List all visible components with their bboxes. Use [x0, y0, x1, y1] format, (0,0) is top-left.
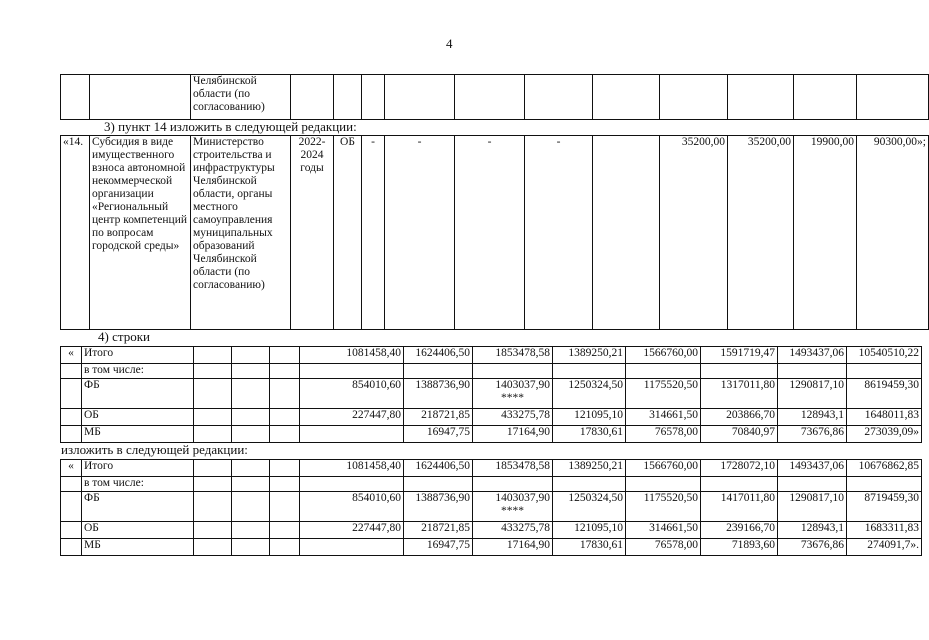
item14-dash: -: [385, 136, 455, 330]
table-old-rows: [60, 346, 922, 443]
item14-name: Субсидия в виде имущественного взноса автономной некоммерческой организации «Региональный центр компетенций по вопросам городской среды»: [90, 136, 191, 330]
footnote-mark: ****: [501, 505, 524, 517]
item14-value: 35200,00: [728, 136, 794, 330]
table-row: ОБ 227447,80 218721,85 433275,78 121095,10 314661,50 239166,70 128943,1 1683311,83: [61, 522, 922, 539]
row-label: ОБ: [82, 409, 194, 426]
item14-value: 90300,00»;: [857, 136, 929, 330]
row-label: МБ: [82, 426, 194, 443]
row-label: ФБ: [82, 492, 194, 522]
page-number: 4: [446, 36, 453, 51]
row-label: в том числе:: [82, 364, 194, 379]
item14-table: [60, 135, 929, 330]
row-label: МБ: [82, 539, 194, 556]
quote-mark: «: [61, 460, 82, 477]
table-row: МБ 16947,75 17164,90 17830,61 76578,00 71893,60 73676,86 274091,7».: [61, 539, 922, 556]
table-row: « Итого 1081458,40 1624406,50 1853478,58 1389250,21 1566760,00 1591719,47 1493437,06 10540510,22: [61, 347, 922, 364]
cell-empty: [90, 75, 191, 120]
table-row: [61, 364, 922, 379]
table-row: МБ 16947,75 17164,90 17830,61 76578,00 70840,97 73676,86 273039,09»: [61, 426, 922, 443]
row-label: Итого: [82, 460, 194, 477]
heading-new-edition: изложить в следующей редакции:: [61, 442, 248, 457]
footnote-mark: ****: [501, 392, 524, 404]
item14-org: Министерство строительства и инфраструктуры Челябинской области, органы местного самоуправления муниципальных образований Челябинской области (по согласованию): [191, 136, 291, 330]
table-row: ФБ 854010,60 1388736,90 1403037,90 **** 1250324,50 1175520,50 1317011,80 1290817,10 8619459,30: [61, 379, 922, 409]
table-row: ОБ 227447,80 218721,85 433275,78 121095,10 314661,50 203866,70 128943,1 1648011,83: [61, 409, 922, 426]
item14-dash: -: [455, 136, 525, 330]
table-row: « Итого 1081458,40 1624406,50 1853478,58 1389250,21 1566760,00 1728072,10 1493437,06 10676862,85: [61, 460, 922, 477]
item14-years: 2022-2024 годы: [291, 136, 334, 330]
row-label: в том числе:: [82, 477, 194, 492]
quote-mark: «: [61, 347, 82, 364]
table-new-rows: [60, 459, 922, 556]
item14-dash: -: [525, 136, 593, 330]
heading-point-3: 3) пункт 14 изложить в следующей редакции:: [104, 119, 357, 134]
item14-dash: -: [362, 136, 385, 330]
top-table-fragment: [60, 74, 929, 120]
table-row: [61, 477, 922, 492]
item14-number: «14.: [61, 136, 90, 330]
heading-point-4: 4) строки: [98, 329, 150, 344]
item14-source: ОБ: [334, 136, 362, 330]
table-row: ФБ 854010,60 1388736,90 1403037,90 **** 1250324,50 1175520,50 1417011,80 1290817,10 8719459,30: [61, 492, 922, 522]
row-label: Итого: [82, 347, 194, 364]
item14-value: 35200,00: [660, 136, 728, 330]
row-label: ФБ: [82, 379, 194, 409]
org-text: Челябинской области (по согласованию): [191, 75, 291, 120]
cell-empty: [61, 75, 90, 120]
row-label: ОБ: [82, 522, 194, 539]
item14-value: 19900,00: [794, 136, 857, 330]
